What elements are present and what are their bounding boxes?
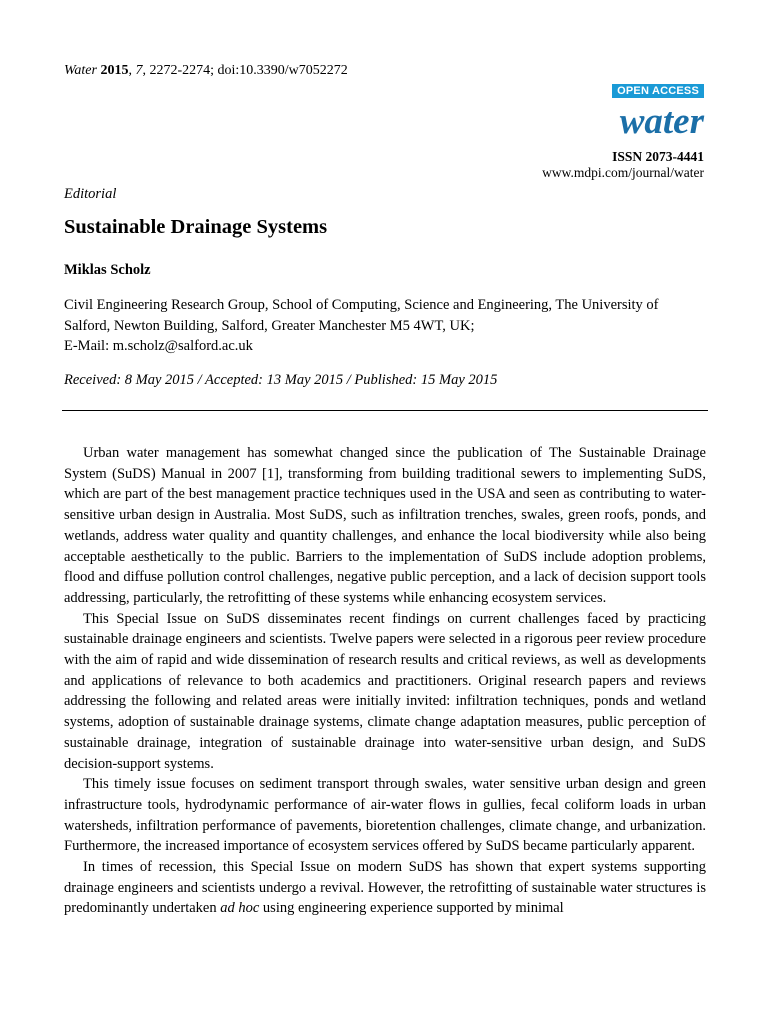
article-body	[64, 443, 706, 919]
paragraph-2: This Special Issue on SuDS disseminates recent findings on current challenges faced by practicing sustainable drainage engineers and scientists. Twelve papers were selected in a rigorous peer review procedure with the aim of rapid and wide dissemination of research results and critical reviews, as well as developments and applications of relevance to both academics and practitioners. Original research papers and reviews addressing the following and related areas were initially invited: infiltration techniques, ponds and wetland systems, adoption of sustainable drainage systems, climate change adaptation measures, public perception of sustainable drainage, integration of sustainable drainage into water-sensitive urban design, and SuDS decision-support systems.	[64, 610, 706, 772]
citation-year: 2015	[100, 63, 129, 78]
paragraph-4-text-b: using engineering experience supported by minimal	[259, 900, 564, 917]
citation-volume: 7	[135, 63, 143, 78]
paragraph-4	[64, 857, 706, 919]
paragraph-4-italic: ad hoc	[220, 900, 260, 917]
open-access-badge: OPEN ACCESS	[612, 84, 704, 98]
article-type: Editorial	[64, 186, 117, 202]
affiliation: Civil Engineering Research Group, School of Computing, Science and Engineering, The University of Salford, Newton Building, Salford, Greater Manchester M5 4WT, UK;	[64, 297, 659, 334]
journal-logo: water	[619, 101, 704, 142]
issn: ISSN 2073-4441	[612, 149, 704, 164]
header-divider	[62, 410, 708, 411]
journal-name: Water	[64, 63, 97, 78]
article-title: Sustainable Drainage Systems	[64, 216, 328, 238]
author-email: E-Mail: m.scholz@salford.ac.uk	[64, 338, 253, 354]
author-name: Miklas Scholz	[64, 262, 151, 278]
affiliation-block	[64, 295, 706, 357]
paragraph-3: This timely issue focuses on sediment transport through swales, water sensitive urban design and green infrastructure tools, hydrodynamic performance of air-water flows in gullies, fecal coliform loads in urban watersheds, infiltration performance of pavements, bioretention challenges, climate change, and urbanization. Furthermore, the increased importance of ecosystem services offered by SuDS became particularly apparent.	[64, 776, 706, 855]
paragraph-1: Urban water management has somewhat changed since the publication of The Sustainable Drainage System (SuDS) Manual in 2007 [1], transforming from building traditional sewers to implementing SuDS, which are part of the best management practice techniques used in the USA and seen as contributing to water-sensitive urban design in Australia. Most SuDS, such as infiltration trenches, swales, green roofs, ponds, and wetlands, address water quality and quantity challenges, and enhance the local biodiversity while also being acceptable aesthetically to the public. Barriers to the implementation of SuDS include adoption problems, flood and diffuse pollution control challenges, negative public perception, and a lack of decision support tools addressing, particularly, the retrofitting of these systems while enhancing ecosystem services.	[64, 445, 706, 606]
citation-pages-doi: , 2272-2274; doi:10.3390/w7052272	[142, 63, 348, 78]
publication-dates: Received: 8 May 2015 / Accepted: 13 May 2015 / Published: 15 May 2015	[64, 372, 498, 388]
journal-website: www.mdpi.com/journal/water	[542, 165, 704, 180]
paragraph-4-text-a: In times of recession, this Special Issue on modern SuDS has shown that expert systems supporting drainage engineers and scientists undergo a revival. However, the retrofitting of sustainable water structures is predominantly undertaken	[64, 859, 706, 917]
citation-line: Water 2015, 7, 2272-2274; doi:10.3390/w7052272	[64, 63, 348, 78]
